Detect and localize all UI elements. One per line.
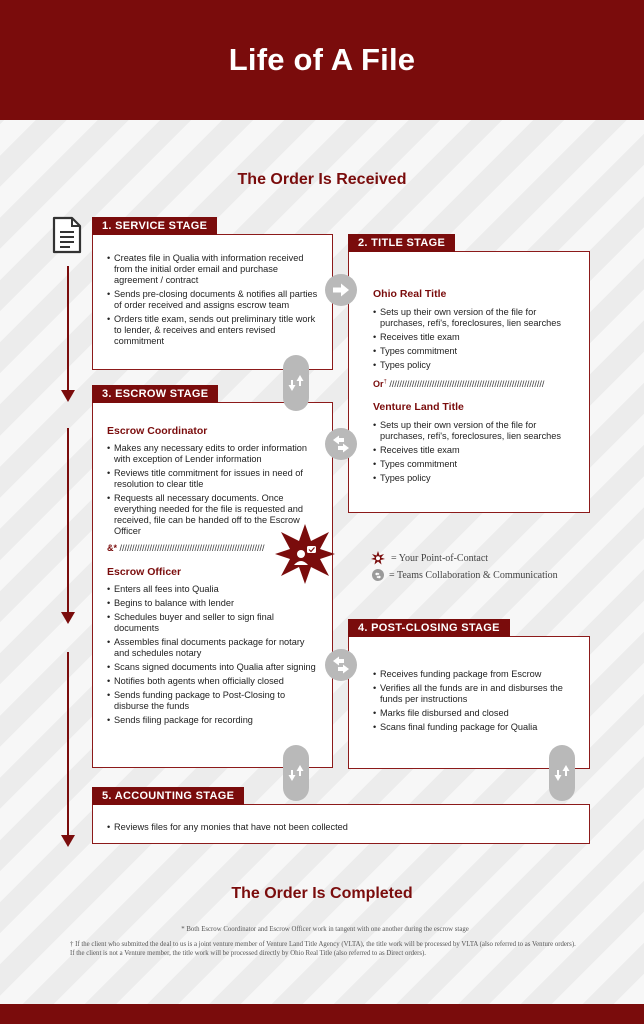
list-item: • Receives title exam — [373, 445, 575, 456]
list-item: • Sets up their own version of the file for purchases, refi's, foreclosures, lien searches — [373, 420, 575, 442]
timeline-arrow-2 — [61, 612, 75, 624]
connector-swap-1 — [325, 428, 357, 460]
list-item: • Verifies all the funds are in and disburses the funds per instructions — [373, 683, 575, 705]
connector-vertical-2 — [283, 745, 309, 801]
timeline-line-1 — [67, 266, 69, 390]
connector-swap-2 — [325, 649, 357, 681]
list-item: • Types commitment — [373, 346, 575, 357]
escrow-officer-heading: Escrow Officer — [107, 566, 182, 578]
header-banner — [0, 0, 644, 120]
dagger-mark: † — [383, 379, 387, 385]
service-stage-tab: 1. SERVICE STAGE — [92, 217, 217, 235]
venture-land-title-list — [373, 420, 575, 484]
swap-arrows-icon — [331, 656, 351, 674]
list-item: • Begins to balance with lender — [107, 598, 318, 609]
collaboration-icon — [372, 569, 384, 581]
list-item: • Receives title exam — [373, 332, 575, 343]
amp-divider — [107, 543, 282, 553]
escrow-officer-list — [107, 584, 318, 726]
list-item: • Scans final funding package for Qualia — [373, 722, 575, 733]
list-item: • Sends filing package for recording — [107, 715, 318, 726]
title-stage-card — [348, 251, 590, 513]
escrow-coordinator-heading: Escrow Coordinator — [107, 425, 208, 437]
timeline-line-3 — [67, 652, 69, 836]
venture-land-title-heading: Venture Land Title — [373, 401, 464, 413]
up-down-arrows-icon — [288, 764, 304, 782]
swap-arrows-icon — [331, 435, 351, 453]
list-item: • Notifies both agents when officially closed — [107, 676, 318, 687]
list-item: • Assembles final documents package for notary and schedules notary — [107, 637, 318, 659]
list-item: • Types policy — [373, 473, 575, 484]
or-divider — [373, 379, 575, 389]
or-slashes: ////////////////////////////////////////////////////////////// — [389, 379, 545, 389]
list-item: • Types commitment — [373, 459, 575, 470]
arrow-right-icon — [332, 283, 350, 297]
legend-point-of-contact — [371, 551, 488, 565]
list-item: • Reviews title commitment for issues in need of resolution to clear title — [107, 468, 318, 490]
footnote-star: * Both Escrow Coordinator and Escrow Officer work in tangent with one another during the escrow stage — [181, 926, 469, 933]
legend-collaboration-label: = Teams Collaboration & Communication — [389, 569, 558, 581]
page-title: Life of A File — [228, 42, 416, 77]
list-item: • Sets up their own version of the file for purchases, refi's, foreclosures, lien searches — [373, 307, 575, 329]
legend-collaboration — [372, 569, 558, 581]
order-received-heading: The Order Is Received — [237, 171, 407, 188]
list-item: • Sends funding package to Post-Closing to disburse the funds — [107, 690, 318, 712]
list-item: • Receives funding package from Escrow — [373, 669, 575, 680]
accounting-stage-tab: 5. ACCOUNTING STAGE — [92, 787, 244, 805]
list-item: • Schedules buyer and seller to sign final documents — [107, 612, 318, 634]
list-item: • Sends pre-closing documents & notifies all parties of order received and assigns escrow team — [107, 289, 318, 311]
list-item: • Creates file in Qualia with information received from the initial order email and purchase agreement / contract — [107, 253, 318, 286]
accounting-stage-card — [92, 804, 590, 844]
document-icon — [52, 216, 82, 254]
list-item: • Orders title exam, sends out preliminary title work to lender, & receives and enters revised commitment — [107, 314, 318, 347]
connector-vertical-3 — [549, 745, 575, 801]
post-closing-list — [349, 637, 589, 733]
connector-right — [325, 274, 357, 306]
escrow-stage-tab: 3. ESCROW STAGE — [92, 385, 218, 403]
service-stage-list — [93, 235, 332, 347]
or-label: Or — [373, 379, 384, 389]
ohio-real-title-list — [373, 307, 575, 371]
timeline-arrow-1 — [61, 390, 75, 402]
list-item: • Requests all necessary documents. Once everything needed for the file is requested and received, file can be handed off to the Escrow Officer — [107, 493, 318, 537]
list-item: • Reviews files for any monies that have not been collected — [107, 822, 575, 833]
point-of-contact-star-icon — [274, 523, 336, 585]
amp-label: &* — [107, 543, 118, 553]
service-stage-card — [92, 234, 333, 370]
timeline-arrow-3 — [61, 835, 75, 847]
footnote-dagger: † If the client who submitted the deal to us is a joint venture member of Venture Land Title Agency (VLTA), the title work will be processed by VLTA (also referred to as Venture orders). If the client is not a Venture member, the title work will be processed directly by Ohio Real Title (also referred to as Direct orders). — [70, 941, 576, 957]
connector-vertical-1 — [283, 355, 309, 411]
timeline-line-2 — [67, 428, 69, 613]
list-item: • Marks file disbursed and closed — [373, 708, 575, 719]
up-down-arrows-icon — [288, 374, 304, 392]
amp-slashes: ////////////////////////////////////////////////////////// — [119, 543, 265, 553]
list-item: • Makes any necessary edits to order information with exception of Lender information — [107, 443, 318, 465]
point-of-contact-star-icon — [371, 551, 385, 565]
post-closing-stage-tab: 4. POST-CLOSING STAGE — [348, 619, 510, 637]
title-stage-tab: 2. TITLE STAGE — [348, 234, 455, 252]
list-item: • Types policy — [373, 360, 575, 371]
accounting-list — [93, 805, 589, 833]
footer-bar — [0, 1004, 644, 1024]
up-down-arrows-icon — [554, 764, 570, 782]
legend-point-of-contact-label: = Your Point-of-Contact — [391, 552, 489, 564]
order-completed-heading: The Order Is Completed — [231, 885, 413, 902]
ohio-real-title-heading: Ohio Real Title — [373, 288, 447, 300]
list-item: • Enters all fees into Qualia — [107, 584, 318, 595]
list-item: • Scans signed documents into Qualia after signing — [107, 662, 318, 673]
